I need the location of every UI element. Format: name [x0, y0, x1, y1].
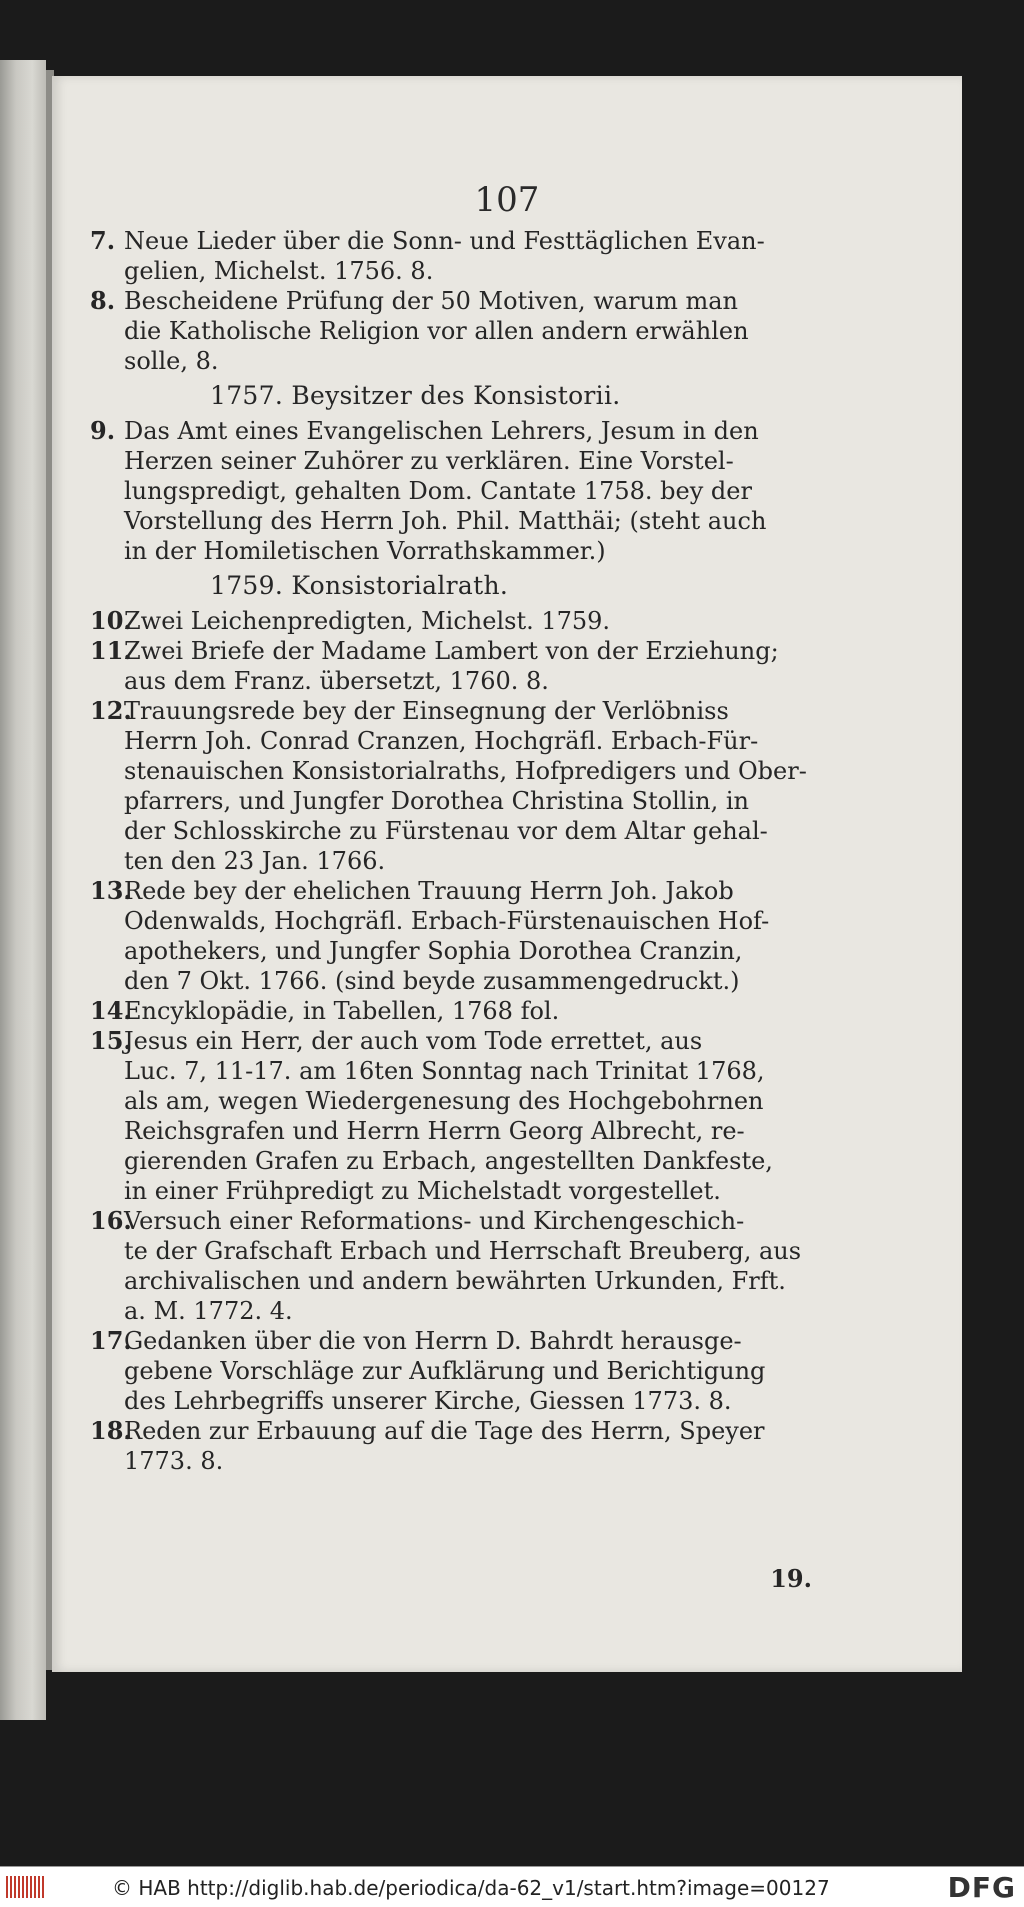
list-item: [90, 1326, 850, 1416]
list-item: [90, 696, 850, 876]
list-item: [90, 1206, 850, 1326]
entry-number: 18.: [90, 1416, 132, 1445]
entry-text: Zwei Briefe der Madame Lambert von der Erziehung; aus dem Franz. übersetzt, 1760. 8.: [124, 637, 779, 695]
entry-number: 8.: [90, 286, 116, 315]
book-edge: [0, 60, 46, 1720]
entry-number: 10.: [90, 606, 132, 635]
list-item: [90, 636, 850, 696]
entry-text: Rede bey der ehelichen Trauung Herrn Joh. Jakob Odenwalds, Hochgräfl. Erbach-Fürstenauischen Hof- apothekers, und Jungfer Sophia Dorothea Cranzin, den 7 Okt. 1766. (sind beyde zusammengedruckt.): [124, 877, 770, 995]
list-item: [90, 286, 850, 376]
section-heading: 1759. Konsistorialrath.: [210, 571, 509, 600]
list-item: [90, 606, 850, 636]
entry-text: Trauungsrede bey der Einsegnung der Verlöbniss Herrn Joh. Conrad Cranzen, Hochgräfl. Erbach-Für- stenauischen Konsistorialraths, Hofpredigers und Ober- pfarrers, und Jungfer Dorothea Christina Stollin, in der Schlosskirche zu Fürstenau vor dem Altar gehal- ten den 23 Jan. 1766.: [124, 697, 807, 875]
entry-number: 15.: [90, 1026, 132, 1055]
entry-text: Zwei Leichenpredigten, Michelst. 1759.: [124, 607, 611, 635]
footer-credit-link[interactable]: © HAB http://diglib.hab.de/periodica/da-62_v1/start.htm?image=00127: [112, 1876, 830, 1900]
catchword: 19.: [770, 1564, 812, 1593]
page-number: 107: [474, 180, 540, 220]
entry-text: Versuch einer Reformations- und Kirchengeschich- te der Grafschaft Erbach und Herrschaft Breuberg, aus archivalischen und andern bewährten Urkunden, Frft. a. M. 1772. 4.: [124, 1207, 802, 1325]
list-item: [90, 416, 850, 566]
entry-number: 17.: [90, 1326, 132, 1355]
footer-bar: [0, 1866, 1024, 1907]
list-item: [90, 996, 850, 1026]
entry-number: 13.: [90, 876, 132, 905]
list-item: [90, 1416, 850, 1476]
entry-number: 7.: [90, 226, 116, 255]
entry-list: [90, 226, 850, 1476]
entry-number: 12.: [90, 696, 132, 725]
entry-text: Neue Lieder über die Sonn- und Festtäglichen Evan- gelien, Michelst. 1756. 8.: [124, 227, 765, 285]
entry-number: 11.: [90, 636, 132, 665]
entry-text: Jesus ein Herr, der auch vom Tode errettet, aus Luc. 7, 11-17. am 16ten Sonntag nach Trinitat 1768, als am, wegen Wiedergenesung des Hochgebohrnen Reichsgrafen und Herrn Herrn Georg Albrecht, re- gierenden Grafen zu Erbach, angestellten Dankfeste, in einer Frühpredigt zu Michelstadt vorgestellet.: [124, 1027, 773, 1205]
barcode-icon: [6, 1876, 46, 1898]
entry-text: Das Amt eines Evangelischen Lehrers, Jesum in den Herzen seiner Zuhörer zu verklären. Eine Vorstel- lungspredigt, gehalten Dom. Cantate 1758. bey der Vorstellung des Herrn Joh. Phil. Matthäi; (steht auch in der Homiletischen Vorrathskammer.): [124, 417, 767, 565]
list-item: [90, 1026, 850, 1206]
dfg-logo: DFG: [947, 1871, 1016, 1904]
entry-number: 9.: [90, 416, 116, 445]
entry-text: Gedanken über die von Herrn D. Bahrdt herausge- gebene Vorschläge zur Aufklärung und Berichtigung des Lehrbegriffs unserer Kirche, Giessen 1773. 8.: [124, 1327, 766, 1415]
entry-text: Bescheidene Prüfung der 50 Motiven, warum man die Katholische Religion vor allen andern erwählen solle, 8.: [124, 287, 749, 375]
section-heading: 1757. Beysitzer des Konsistorii.: [210, 381, 621, 410]
entry-text: Reden zur Erbauung auf die Tage des Herrn, Speyer 1773. 8.: [124, 1417, 765, 1475]
entry-number: 16.: [90, 1206, 132, 1235]
entry-number: 14.: [90, 996, 132, 1025]
entry-text: Encyklopädie, in Tabellen, 1768 fol.: [124, 997, 560, 1025]
book-page: [52, 76, 962, 1672]
list-item: [90, 226, 850, 286]
list-item: [90, 876, 850, 996]
